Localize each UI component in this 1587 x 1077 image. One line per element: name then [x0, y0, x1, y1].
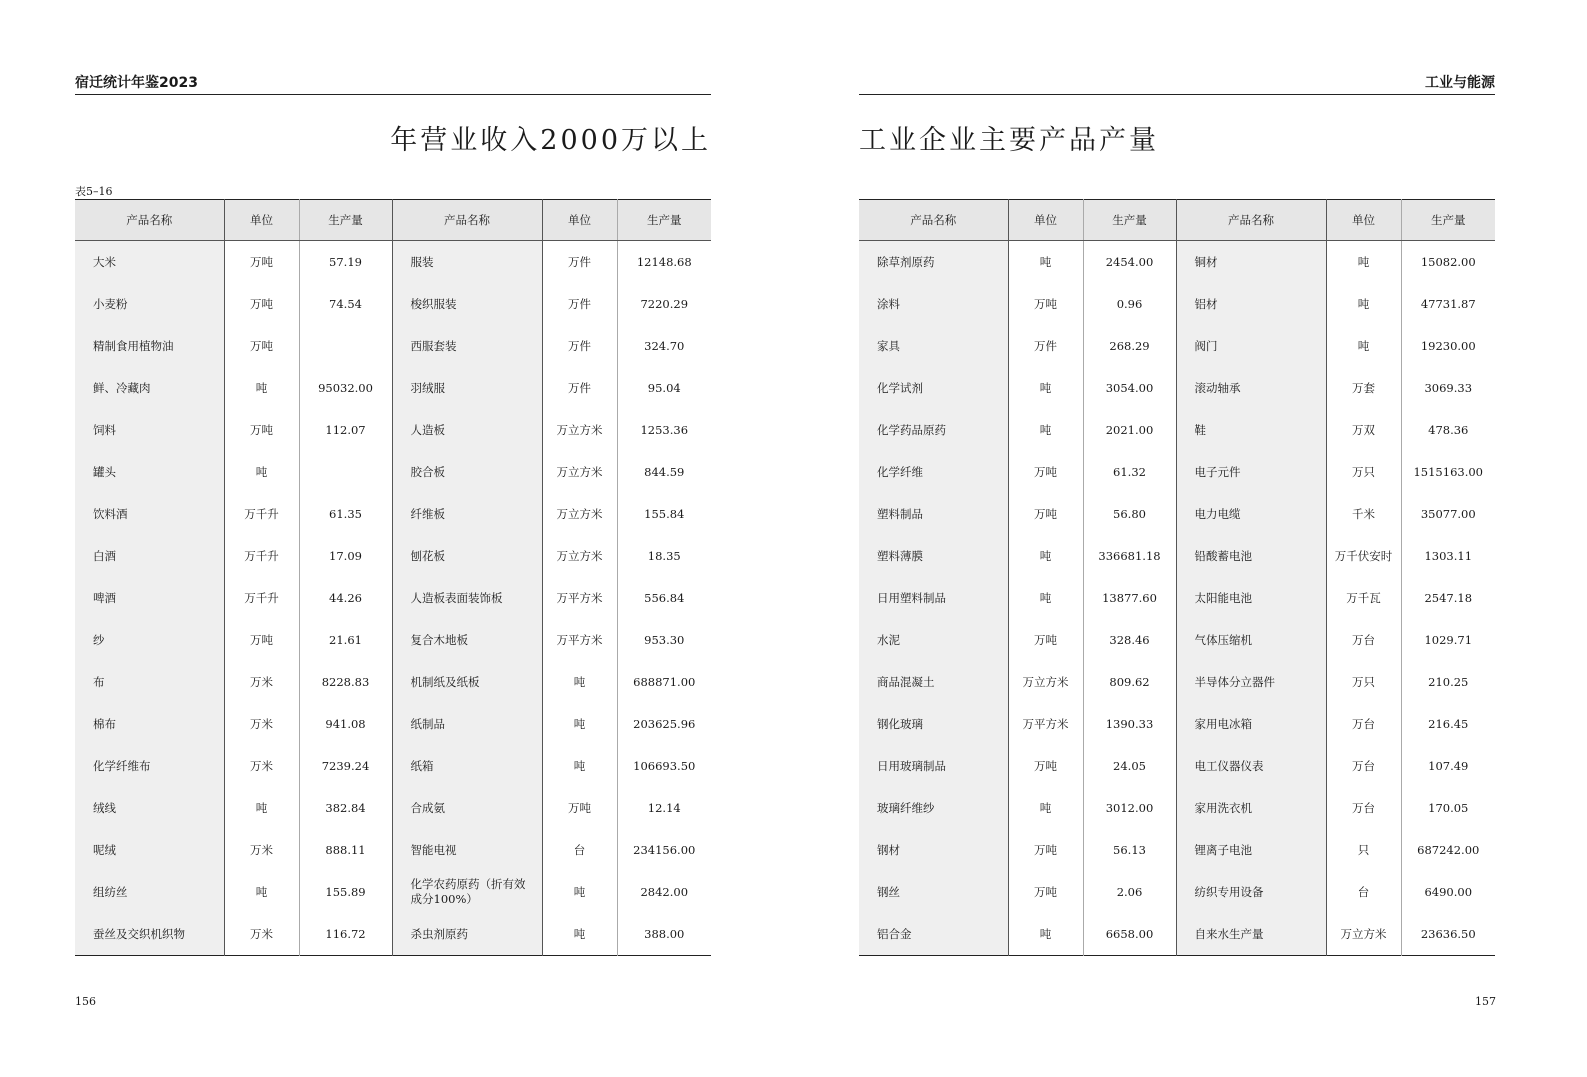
table-title-part-2: 工业企业主要产品产量 — [859, 125, 1159, 156]
output-value-cell: 112.07 — [299, 409, 392, 451]
unit-cell: 吨 — [224, 367, 299, 409]
unit-cell: 吨 — [1008, 409, 1083, 451]
product-name-cell: 自来水生产量 — [1176, 913, 1326, 956]
unit-cell: 万台 — [1326, 619, 1401, 661]
table-row — [75, 367, 711, 409]
product-name-cell: 化学纤维 — [859, 451, 1008, 493]
product-name-cell: 钢化玻璃 — [859, 703, 1008, 745]
unit-cell: 万吨 — [542, 787, 617, 829]
header-unit: 单位 — [224, 200, 299, 241]
unit-cell: 万件 — [542, 325, 617, 367]
product-name-cell: 纸箱 — [392, 745, 542, 787]
unit-cell: 万吨 — [1008, 829, 1083, 871]
output-value-cell: 687242.00 — [1417, 842, 1480, 857]
unit-cell: 万立方米 — [1008, 661, 1083, 703]
product-name-cell: 水泥 — [859, 619, 1008, 661]
product-name-cell: 锂离子电池 — [1176, 829, 1326, 871]
output-value-cell: 170.05 — [1428, 800, 1469, 815]
table-row — [859, 745, 1495, 787]
header-output: 生产量 — [299, 200, 392, 241]
output-value-cell: 1515163.00 — [1413, 464, 1483, 479]
unit-cell: 万台 — [1326, 787, 1401, 829]
output-value-cell: 155.84 — [644, 506, 685, 521]
output-value-cell: 1029.71 — [1424, 632, 1473, 647]
unit-cell: 万吨 — [1008, 493, 1083, 535]
table-row — [859, 913, 1495, 956]
product-name-cell: 玻璃纤维纱 — [859, 787, 1008, 829]
output-value-cell: 324.70 — [644, 338, 685, 353]
unit-cell: 万套 — [1326, 367, 1401, 409]
unit-cell: 吨 — [542, 703, 617, 745]
output-value-cell: 116.72 — [299, 913, 392, 956]
unit-cell: 万件 — [542, 367, 617, 409]
output-value-cell: 1390.33 — [1083, 703, 1176, 745]
output-value-cell: 2547.18 — [1424, 590, 1473, 605]
product-output-table-right — [859, 199, 1495, 956]
unit-cell: 万千升 — [224, 535, 299, 577]
output-value-cell: 0.96 — [1083, 283, 1176, 325]
table-row — [859, 367, 1495, 409]
unit-cell: 吨 — [542, 913, 617, 956]
header-product-name: 产品名称 — [859, 200, 1008, 241]
header-product-name: 产品名称 — [75, 200, 224, 241]
product-name-cell: 滚动轴承 — [1176, 367, 1326, 409]
output-value-cell: 328.46 — [1083, 619, 1176, 661]
output-value-cell: 2021.00 — [1083, 409, 1176, 451]
unit-cell: 万吨 — [1008, 745, 1083, 787]
unit-cell: 万吨 — [1008, 871, 1083, 913]
unit-cell: 万米 — [224, 829, 299, 871]
output-value-cell: 478.36 — [1428, 422, 1469, 437]
unit-cell: 万平方米 — [542, 577, 617, 619]
output-value-cell — [299, 325, 392, 367]
output-value-cell: 268.29 — [1083, 325, 1176, 367]
output-value-cell: 44.26 — [299, 577, 392, 619]
product-name-cell: 罐头 — [75, 451, 224, 493]
output-value-cell: 8228.83 — [299, 661, 392, 703]
running-head-section: 工业与能源 — [859, 74, 1495, 95]
product-name-cell: 棉布 — [75, 703, 224, 745]
table-row — [859, 871, 1495, 913]
unit-cell: 万吨 — [224, 325, 299, 367]
product-name-cell: 小麦粉 — [75, 283, 224, 325]
product-name-cell: 纺织专用设备 — [1176, 871, 1326, 913]
unit-cell: 万立方米 — [542, 451, 617, 493]
output-value-cell: 12148.68 — [636, 254, 692, 269]
output-value-cell: 556.84 — [644, 590, 685, 605]
product-name-cell: 大米 — [75, 241, 224, 284]
product-name-cell: 羽绒服 — [392, 367, 542, 409]
product-name-cell: 铝材 — [1176, 283, 1326, 325]
unit-cell: 万立方米 — [1326, 913, 1401, 956]
unit-cell: 吨 — [1008, 535, 1083, 577]
output-value-cell: 19230.00 — [1420, 338, 1476, 353]
unit-cell: 万台 — [1326, 703, 1401, 745]
unit-cell: 吨 — [224, 787, 299, 829]
product-name-cell: 饲料 — [75, 409, 224, 451]
table-row — [75, 409, 711, 451]
product-name-cell: 除草剂原药 — [859, 241, 1008, 284]
product-name-cell: 铜材 — [1176, 241, 1326, 284]
product-name-cell: 化学试剂 — [859, 367, 1008, 409]
table-row — [75, 787, 711, 829]
output-value-cell: 888.11 — [299, 829, 392, 871]
unit-cell: 万双 — [1326, 409, 1401, 451]
table-row — [75, 619, 711, 661]
table-row — [75, 661, 711, 703]
table-row — [859, 241, 1495, 284]
product-name-cell: 纸制品 — [392, 703, 542, 745]
header-output: 生产量 — [1401, 200, 1495, 241]
output-value-cell: 953.30 — [644, 632, 685, 647]
table-row — [859, 451, 1495, 493]
output-value-cell: 21.61 — [299, 619, 392, 661]
product-name-cell: 呢绒 — [75, 829, 224, 871]
unit-cell: 万吨 — [224, 241, 299, 284]
output-value-cell: 6490.00 — [1424, 884, 1473, 899]
product-name-cell: 啤酒 — [75, 577, 224, 619]
product-name-cell: 日用玻璃制品 — [859, 745, 1008, 787]
product-name-cell: 纱 — [75, 619, 224, 661]
output-value-cell: 1253.36 — [640, 422, 689, 437]
product-name-cell: 涂料 — [859, 283, 1008, 325]
table-header-row — [75, 200, 711, 241]
output-value-cell: 15082.00 — [1420, 254, 1476, 269]
header-unit: 单位 — [542, 200, 617, 241]
unit-cell: 吨 — [224, 451, 299, 493]
unit-cell: 万米 — [224, 661, 299, 703]
right-page — [793, 0, 1587, 1077]
unit-cell: 台 — [1326, 871, 1401, 913]
unit-cell: 万台 — [1326, 745, 1401, 787]
output-value-cell: 210.25 — [1428, 674, 1469, 689]
product-name-cell: 化学农药原药（折有效成分100%） — [392, 871, 542, 913]
unit-cell: 吨 — [1008, 577, 1083, 619]
unit-cell: 吨 — [542, 871, 617, 913]
left-page — [0, 0, 793, 1077]
table-row — [859, 325, 1495, 367]
output-value-cell: 56.13 — [1083, 829, 1176, 871]
product-name-cell: 电子元件 — [1176, 451, 1326, 493]
unit-cell: 万千伏安时 — [1326, 535, 1401, 577]
table-row — [859, 703, 1495, 745]
output-value-cell: 3054.00 — [1083, 367, 1176, 409]
output-value-cell: 47731.87 — [1420, 296, 1476, 311]
product-name-cell: 纤维板 — [392, 493, 542, 535]
product-name-cell: 合成氨 — [392, 787, 542, 829]
page-number: 157 — [1475, 995, 1496, 1008]
unit-cell: 万平方米 — [542, 619, 617, 661]
product-name-cell: 饮料酒 — [75, 493, 224, 535]
header-unit: 单位 — [1008, 200, 1083, 241]
product-name-cell: 智能电视 — [392, 829, 542, 871]
output-value-cell: 56.80 — [1083, 493, 1176, 535]
unit-cell: 万米 — [224, 913, 299, 956]
table-row — [75, 241, 711, 284]
unit-cell: 吨 — [542, 745, 617, 787]
unit-cell: 吨 — [1008, 367, 1083, 409]
output-value-cell: 74.54 — [299, 283, 392, 325]
product-name-cell: 阀门 — [1176, 325, 1326, 367]
output-value-cell: 388.00 — [644, 926, 685, 941]
table-row — [75, 913, 711, 956]
output-value-cell: 844.59 — [644, 464, 685, 479]
unit-cell: 吨 — [1326, 283, 1401, 325]
output-value-cell: 18.35 — [647, 548, 681, 563]
unit-cell: 吨 — [224, 871, 299, 913]
product-output-table-left — [75, 199, 711, 956]
output-value-cell: 1303.11 — [1424, 548, 1473, 563]
unit-cell: 万件 — [542, 241, 617, 284]
header-product-name: 产品名称 — [1176, 200, 1326, 241]
unit-cell: 万件 — [1008, 325, 1083, 367]
output-value-cell: 35077.00 — [1420, 506, 1476, 521]
table-row — [859, 787, 1495, 829]
product-name-cell: 铅酸蓄电池 — [1176, 535, 1326, 577]
header-output: 生产量 — [1083, 200, 1176, 241]
product-name-cell: 钢材 — [859, 829, 1008, 871]
table-header-row — [859, 200, 1495, 241]
unit-cell: 万立方米 — [542, 409, 617, 451]
output-value-cell: 809.62 — [1083, 661, 1176, 703]
unit-cell: 千米 — [1326, 493, 1401, 535]
product-name-cell: 半导体分立器件 — [1176, 661, 1326, 703]
output-value-cell: 107.49 — [1428, 758, 1469, 773]
product-name-cell: 胶合板 — [392, 451, 542, 493]
product-name-cell: 机制纸及纸板 — [392, 661, 542, 703]
unit-cell: 吨 — [1008, 241, 1083, 284]
product-name-cell: 日用塑料制品 — [859, 577, 1008, 619]
table-row — [75, 577, 711, 619]
table-row — [75, 871, 711, 913]
table-row — [75, 829, 711, 871]
product-name-cell: 化学纤维布 — [75, 745, 224, 787]
output-value-cell: 7220.29 — [640, 296, 689, 311]
product-name-cell: 复合木地板 — [392, 619, 542, 661]
running-head-book-title: 宿迁统计年鉴2023 — [75, 74, 711, 95]
table-row — [75, 745, 711, 787]
product-name-cell: 钢丝 — [859, 871, 1008, 913]
product-name-cell: 组纺丝 — [75, 871, 224, 913]
output-value-cell: 106693.50 — [633, 758, 696, 773]
product-name-cell: 刨花板 — [392, 535, 542, 577]
table-number: 表5–16 — [75, 185, 113, 198]
header-unit: 单位 — [1326, 200, 1401, 241]
product-name-cell: 绒线 — [75, 787, 224, 829]
unit-cell: 万吨 — [224, 283, 299, 325]
unit-cell: 万吨 — [224, 409, 299, 451]
product-name-cell: 电力电缆 — [1176, 493, 1326, 535]
unit-cell: 万只 — [1326, 661, 1401, 703]
product-name-cell: 电工仪器仪表 — [1176, 745, 1326, 787]
output-value-cell: 95.04 — [647, 380, 681, 395]
product-name-cell: 化学药品原药 — [859, 409, 1008, 451]
output-value-cell — [299, 451, 392, 493]
product-name-cell: 塑料薄膜 — [859, 535, 1008, 577]
output-value-cell: 61.35 — [299, 493, 392, 535]
output-value-cell: 336681.18 — [1083, 535, 1176, 577]
header-output: 生产量 — [617, 200, 711, 241]
unit-cell: 万立方米 — [542, 493, 617, 535]
output-value-cell: 61.32 — [1083, 451, 1176, 493]
unit-cell: 万千升 — [224, 577, 299, 619]
product-name-cell: 人造板 — [392, 409, 542, 451]
product-name-cell: 鞋 — [1176, 409, 1326, 451]
unit-cell: 万吨 — [1008, 451, 1083, 493]
product-name-cell: 西服套装 — [392, 325, 542, 367]
output-value-cell: 2454.00 — [1083, 241, 1176, 284]
output-value-cell: 12.14 — [647, 800, 681, 815]
table-row — [859, 577, 1495, 619]
table-body — [75, 241, 711, 956]
output-value-cell: 57.19 — [299, 241, 392, 284]
product-name-cell: 商品混凝土 — [859, 661, 1008, 703]
output-value-cell: 7239.24 — [299, 745, 392, 787]
page-number: 156 — [75, 995, 96, 1008]
unit-cell: 万米 — [224, 703, 299, 745]
product-name-cell: 鲜、冷藏肉 — [75, 367, 224, 409]
table-row — [75, 535, 711, 577]
table-row — [859, 535, 1495, 577]
output-value-cell: 6658.00 — [1083, 913, 1176, 956]
unit-cell: 吨 — [1008, 913, 1083, 956]
product-name-cell: 白酒 — [75, 535, 224, 577]
unit-cell: 万千瓦 — [1326, 577, 1401, 619]
table-row — [859, 409, 1495, 451]
table-row — [75, 493, 711, 535]
output-value-cell: 382.84 — [299, 787, 392, 829]
table-row — [859, 619, 1495, 661]
unit-cell: 吨 — [542, 661, 617, 703]
product-name-cell: 梭织服装 — [392, 283, 542, 325]
unit-cell: 吨 — [1326, 325, 1401, 367]
product-name-cell: 蚕丝及交织机织物 — [75, 913, 224, 956]
output-value-cell: 17.09 — [299, 535, 392, 577]
product-name-cell: 家用电冰箱 — [1176, 703, 1326, 745]
unit-cell: 万立方米 — [542, 535, 617, 577]
table-body — [859, 241, 1495, 956]
product-name-cell: 太阳能电池 — [1176, 577, 1326, 619]
unit-cell: 万吨 — [1008, 619, 1083, 661]
product-name-cell: 精制食用植物油 — [75, 325, 224, 367]
unit-cell: 万吨 — [224, 619, 299, 661]
table-row — [75, 283, 711, 325]
table-row — [859, 829, 1495, 871]
output-value-cell: 203625.96 — [633, 716, 696, 731]
output-value-cell: 234156.00 — [633, 842, 696, 857]
output-value-cell: 155.89 — [299, 871, 392, 913]
table-title-part-1: 年营业收入2000万以上 — [390, 125, 711, 156]
product-name-cell: 杀虫剂原药 — [392, 913, 542, 956]
table-row — [75, 703, 711, 745]
unit-cell: 万米 — [224, 745, 299, 787]
output-value-cell: 2842.00 — [640, 884, 689, 899]
table-row — [859, 283, 1495, 325]
product-name-cell: 家具 — [859, 325, 1008, 367]
unit-cell: 只 — [1326, 829, 1401, 871]
product-name-cell: 服装 — [392, 241, 542, 284]
product-name-cell: 家用洗衣机 — [1176, 787, 1326, 829]
product-name-cell: 气体压缩机 — [1176, 619, 1326, 661]
output-value-cell: 3069.33 — [1424, 380, 1473, 395]
product-name-cell: 塑料制品 — [859, 493, 1008, 535]
unit-cell: 万平方米 — [1008, 703, 1083, 745]
unit-cell: 吨 — [1008, 787, 1083, 829]
output-value-cell: 216.45 — [1428, 716, 1469, 731]
unit-cell: 万千升 — [224, 493, 299, 535]
product-name-cell: 铝合金 — [859, 913, 1008, 956]
table-row — [75, 451, 711, 493]
output-value-cell: 3012.00 — [1083, 787, 1176, 829]
unit-cell: 万只 — [1326, 451, 1401, 493]
header-product-name: 产品名称 — [392, 200, 542, 241]
unit-cell: 台 — [542, 829, 617, 871]
unit-cell: 万吨 — [1008, 283, 1083, 325]
unit-cell: 吨 — [1326, 241, 1401, 284]
product-name-cell: 布 — [75, 661, 224, 703]
product-name-cell: 人造板表面装饰板 — [392, 577, 542, 619]
table-row — [859, 661, 1495, 703]
table-row — [75, 325, 711, 367]
output-value-cell: 688871.00 — [633, 674, 696, 689]
output-value-cell: 941.08 — [299, 703, 392, 745]
output-value-cell: 95032.00 — [299, 367, 392, 409]
output-value-cell: 2.06 — [1083, 871, 1176, 913]
unit-cell: 万件 — [542, 283, 617, 325]
output-value-cell: 23636.50 — [1420, 926, 1476, 941]
output-value-cell: 24.05 — [1083, 745, 1176, 787]
output-value-cell: 13877.60 — [1083, 577, 1176, 619]
table-row — [859, 493, 1495, 535]
